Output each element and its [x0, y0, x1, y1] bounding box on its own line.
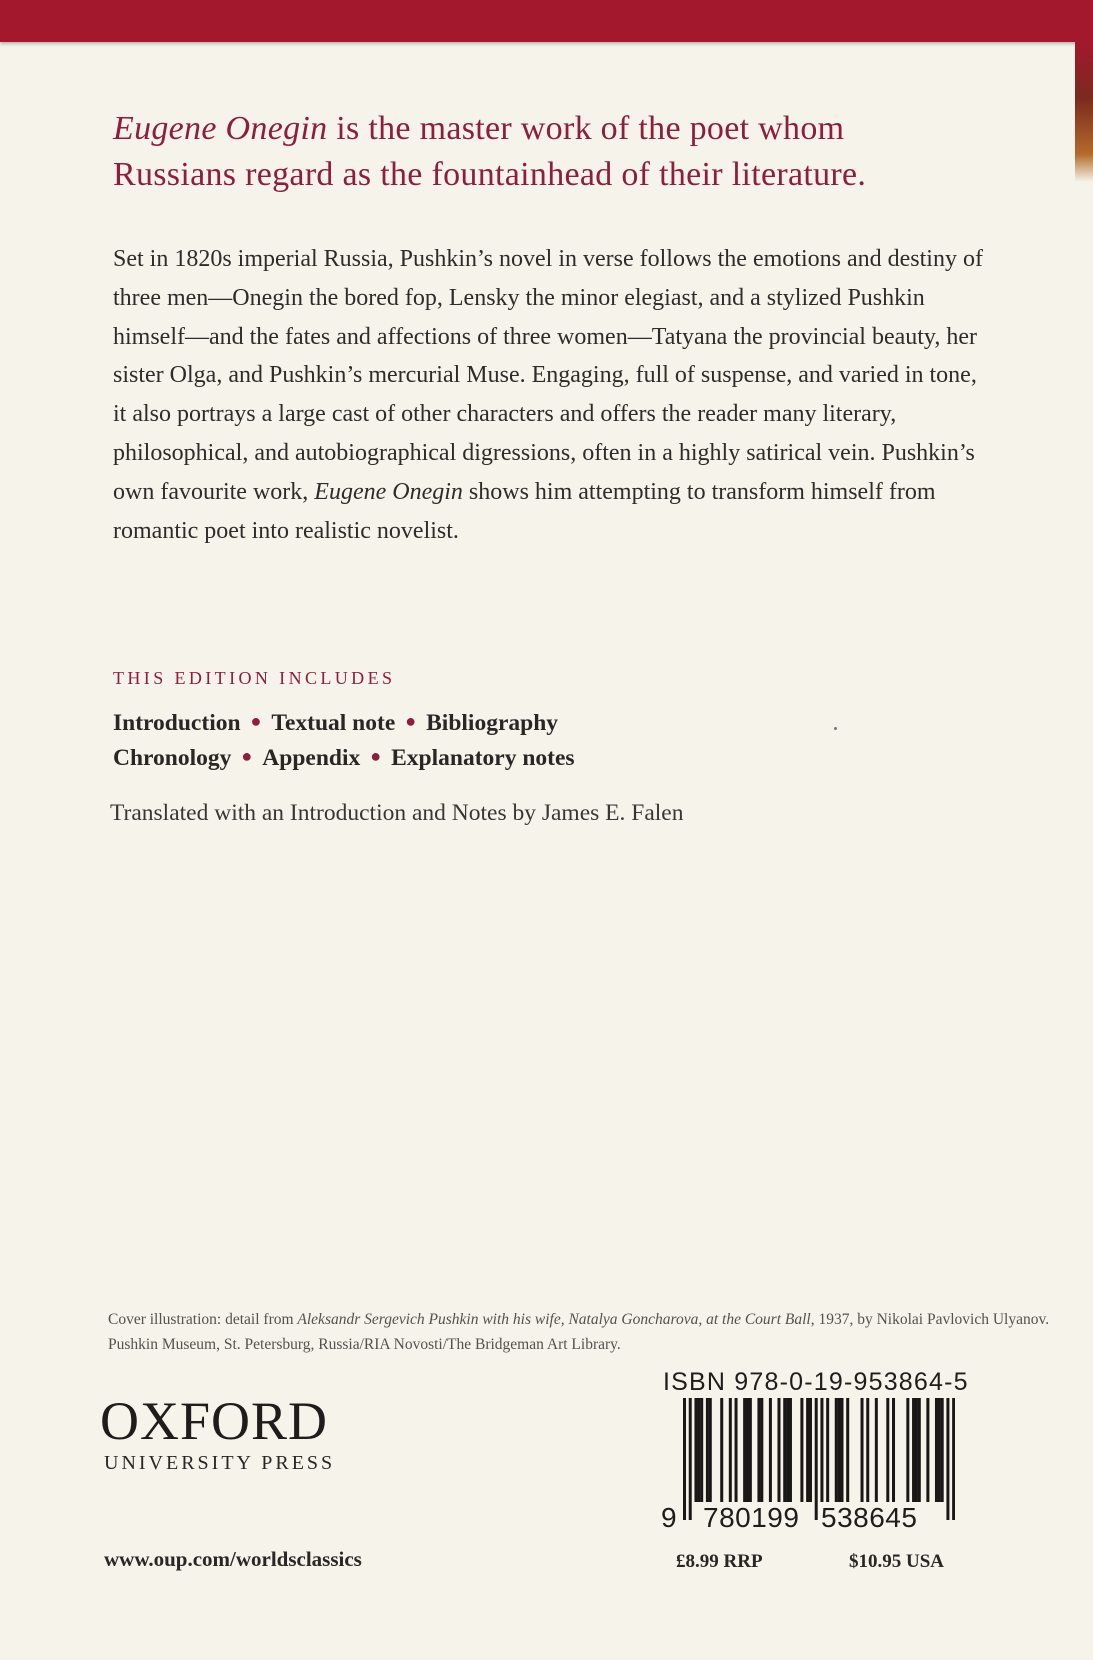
- barcode-bar: [875, 1398, 878, 1502]
- blurb-part1: Set in 1820s imperial Russia, Pushkin’s novel in verse follows the emotions and destiny of three men—Onegin the bored fop, Lensky the minor elegiast, and a stylized Pushkin himself—and the fates and affections of three women—Tatyana the provincial beauty, her sister Olga, and Pushkin’s mercurial Muse. Engaging, full of suspense, and varied in tone, it also portrays a large cast of other characters and offers the reader many literary, philosophical, and autobiographical digressions, often in a highly satirical vein. Pushkin’s own favourite work,: [113, 246, 983, 505]
- barcode-bar: [683, 1398, 686, 1520]
- barcode-bar: [946, 1398, 949, 1520]
- barcode-bar: [840, 1398, 843, 1502]
- credit-suffix: , 1937, by Nikolai Pavlovich Ulyanov. Pushkin Museum, St. Petersburg, Russia/RIA Novosti/The Bridgeman Art Library.: [108, 1311, 1050, 1353]
- barcode-bar: [806, 1398, 809, 1502]
- barcode-bar: [743, 1398, 746, 1502]
- lead-title-italic: Eugene Onegin: [113, 110, 328, 147]
- barcode-bar: [783, 1398, 786, 1502]
- credit-artwork-title: Aleksandr Sergevich Pushkin with his wife, Natalya Goncharova, at the Court Ball: [297, 1311, 811, 1328]
- barcode-bar: [720, 1398, 723, 1502]
- lead-line1-rest: is the master work of the poet whom: [327, 110, 845, 147]
- barcode-bar: [815, 1398, 818, 1520]
- price-uk: £8.99 RRP: [676, 1551, 763, 1572]
- barcode-bar: [694, 1398, 697, 1502]
- translator-credit: Translated with an Introduction and Notes by James E. Falen: [110, 800, 684, 826]
- barcode-bar: [760, 1398, 763, 1502]
- university-press-label: UNIVERSITY PRESS: [104, 1452, 336, 1474]
- isbn-label: ISBN 978-0-19-953864-5: [663, 1368, 969, 1396]
- barcode-bar: [709, 1398, 712, 1502]
- barcode-bar: [835, 1398, 838, 1502]
- barcode-bar: [915, 1398, 918, 1502]
- barcode-bar: [746, 1398, 749, 1502]
- barcode-bar: [926, 1398, 929, 1502]
- include-item: Textual note: [271, 710, 396, 736]
- barcode-bar: [706, 1398, 709, 1502]
- barcode-bar: [777, 1398, 780, 1502]
- include-item: Bibliography: [426, 710, 559, 736]
- barcode-bar: [866, 1398, 869, 1502]
- barcode-bar: [941, 1398, 944, 1502]
- bullet-icon: ●: [241, 746, 253, 766]
- price-usa: $10.95 USA: [849, 1551, 945, 1572]
- barcode-bar: [918, 1398, 921, 1502]
- barcode-bar: [838, 1398, 841, 1502]
- barcode-bar: [749, 1398, 752, 1502]
- oxford-logo: OXFORD: [100, 1391, 329, 1451]
- bullet-icon: ●: [250, 711, 262, 731]
- barcode-digits-right: 538645: [821, 1502, 918, 1533]
- barcode-bar: [800, 1398, 803, 1502]
- edition-includes-heading: THIS EDITION INCLUDES: [113, 668, 396, 688]
- include-item: Chronology: [113, 745, 232, 771]
- barcode-bar: [769, 1398, 772, 1502]
- lead-statement: [113, 106, 1013, 198]
- barcode-bar: [938, 1398, 941, 1502]
- barcode-bar: [846, 1398, 849, 1502]
- blurb-part2: shows him attempting to transform himself from romantic poet into realistic novelist.: [113, 478, 936, 544]
- barcode-bar: [912, 1398, 915, 1502]
- lead-line2: Russians regard as the fountainhead of their literature.: [113, 156, 867, 193]
- barcode-bar: [906, 1398, 909, 1502]
- barcode-bar: [952, 1398, 955, 1520]
- barcode-bar: [861, 1398, 864, 1502]
- includes-row-2: [113, 745, 575, 772]
- cover-illustration-credit: [108, 1307, 1068, 1357]
- include-item: Introduction: [113, 710, 241, 736]
- barcode-bar: [786, 1398, 789, 1502]
- bullet-icon: ●: [405, 711, 417, 731]
- barcode-bar: [735, 1398, 738, 1502]
- front-cover-edge: [1075, 42, 1093, 182]
- blurb-title-italic: Eugene Onegin: [314, 478, 463, 505]
- website-link[interactable]: www.oup.com/worldsclassics: [104, 1547, 362, 1571]
- description-paragraph: [113, 240, 993, 550]
- barcode-digit-first: 9: [661, 1502, 677, 1533]
- barcode-bar: [789, 1398, 792, 1502]
- barcode-bar: [809, 1398, 812, 1502]
- barcode-bar: [892, 1398, 895, 1502]
- barcode-bar: [700, 1398, 703, 1502]
- includes-row-1: [113, 710, 558, 737]
- include-item: Explanatory notes: [391, 745, 575, 771]
- barcode-bar: [886, 1398, 889, 1502]
- barcode-bar: [729, 1398, 732, 1502]
- barcode-bar: [689, 1398, 692, 1520]
- barcode-bar: [757, 1398, 760, 1502]
- credit-prefix: Cover illustration: detail from: [108, 1311, 298, 1328]
- barcode-bar: [935, 1398, 938, 1502]
- top-red-band: [0, 0, 1093, 42]
- bullet-icon: ●: [370, 746, 382, 766]
- include-item: Appendix: [262, 745, 361, 771]
- stray-dot: [834, 727, 837, 730]
- barcode-bar: [697, 1398, 700, 1502]
- barcode-digits-left: 780199: [703, 1502, 800, 1533]
- barcode-bar: [826, 1398, 829, 1502]
